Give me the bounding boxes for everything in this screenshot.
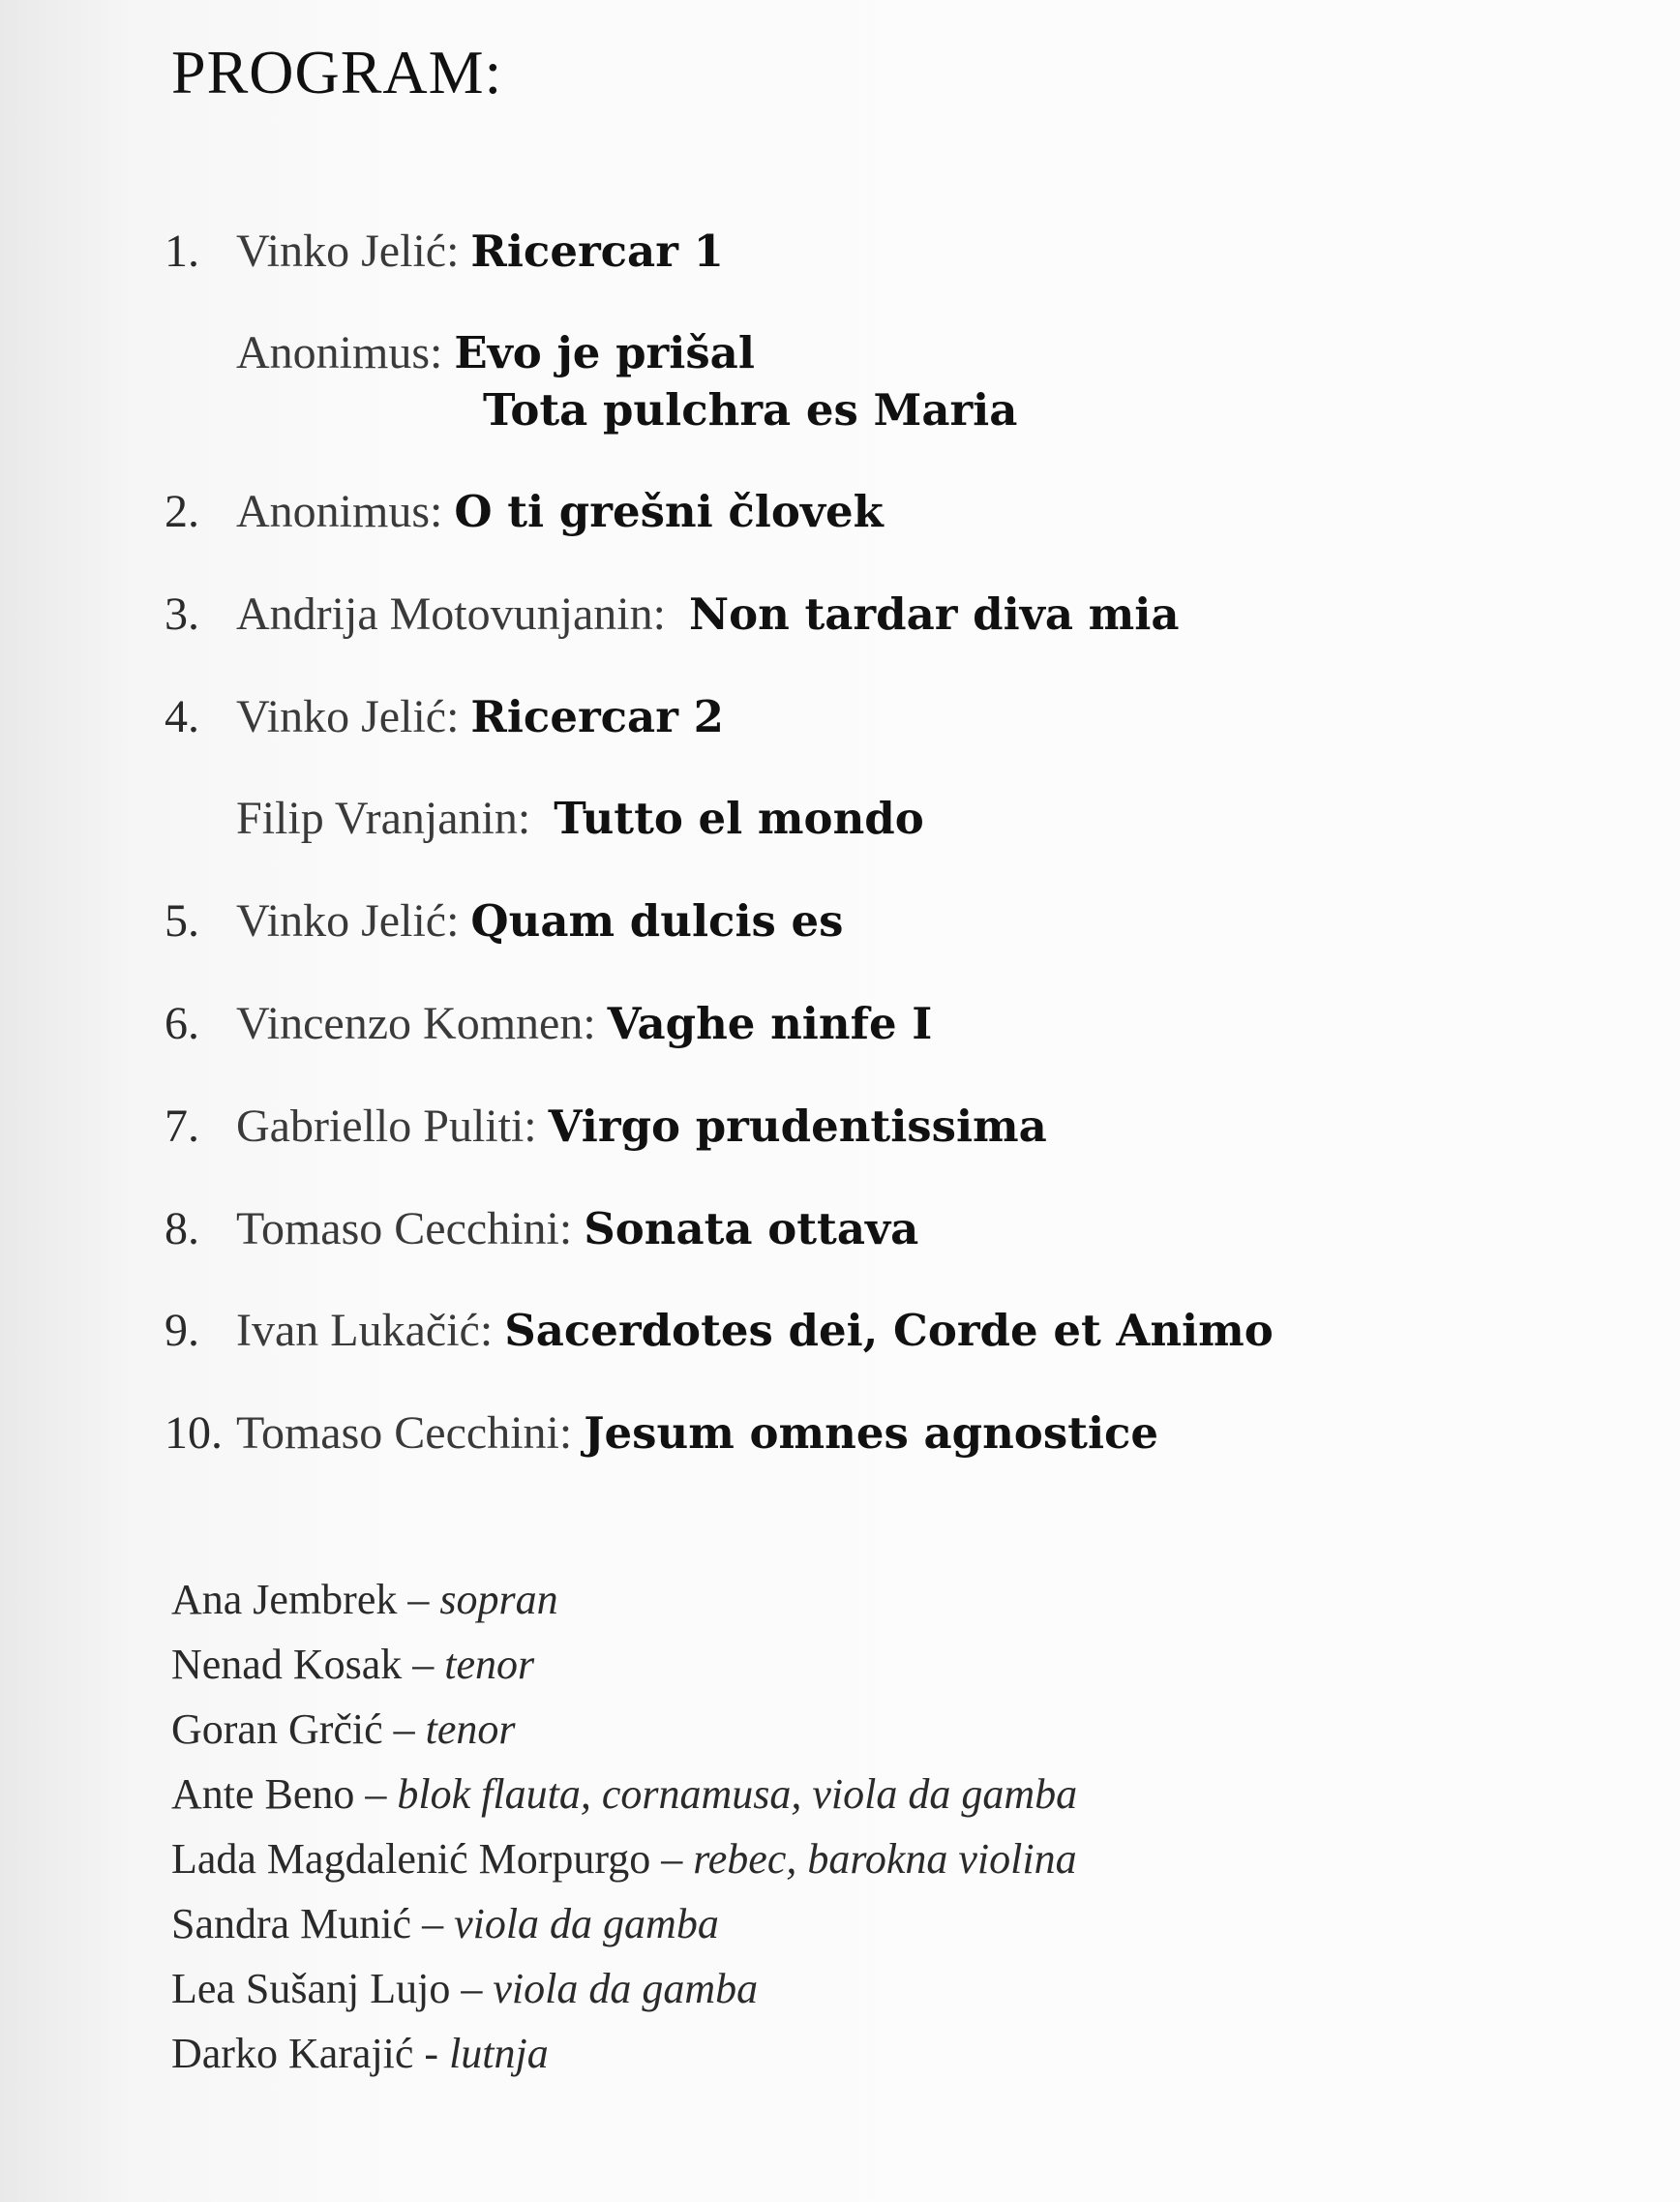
composer-name: Ivan Lukačić:: [236, 1305, 494, 1356]
work-title-continued: Tota pulchra es Maria: [483, 384, 1018, 436]
program-item-number: 9.: [165, 1305, 199, 1356]
program-item-number: 8.: [165, 1203, 199, 1254]
program-item-entry: [236, 894, 844, 948]
work-title: O ti grešni človek: [454, 486, 884, 537]
performer-separator: –: [365, 1770, 387, 1818]
program-item-number: 2.: [165, 486, 199, 537]
performer-role: viola da gamba: [493, 1965, 759, 2012]
performer-name: Ante Beno: [171, 1770, 355, 1818]
program-item-number: 1.: [165, 226, 199, 277]
program-item-number: 4.: [165, 691, 199, 742]
performer-separator: –: [393, 1705, 415, 1753]
composer-name: Tomaso Cecchini:: [236, 1407, 573, 1459]
performer-role: tenor: [444, 1641, 535, 1688]
performer-separator: –: [661, 1835, 683, 1883]
work-title: Evo je prišal: [454, 327, 755, 378]
program-item-entry: [236, 225, 724, 278]
composer-name: Filip Vranjanin:: [236, 793, 531, 844]
work-title: Ricercar 2: [470, 691, 724, 742]
program-item-number: 3.: [165, 588, 199, 640]
program-item-entry: [236, 1202, 918, 1255]
composer-name: Tomaso Cecchini:: [236, 1203, 573, 1254]
program-item-entry: [236, 485, 884, 538]
performer-line: [171, 1834, 1077, 1884]
page-title: PROGRAM:: [171, 38, 503, 106]
work-title: Virgo prudentissima: [548, 1101, 1047, 1152]
program-item-number: 5.: [165, 895, 199, 947]
performer-line: [171, 2029, 549, 2078]
work-title: Sonata ottava: [584, 1203, 919, 1254]
work-title: Jesum omnes agnostice: [584, 1407, 1159, 1459]
composer-name: Gabriello Puliti:: [236, 1101, 537, 1152]
performer-role: lutnja: [449, 2030, 549, 2077]
performer-separator: -: [424, 2030, 439, 2077]
performer-role: viola da gamba: [454, 1900, 719, 1947]
program-item-entry: [236, 326, 755, 379]
performer-role: blok flauta, cornamusa, viola da gamba: [397, 1770, 1078, 1818]
performer-separator: –: [461, 1965, 483, 2012]
performer-name: Nenad Kosak: [171, 1641, 403, 1688]
work-title: Tutto el mondo: [554, 793, 924, 844]
program-item-number: 10.: [165, 1407, 223, 1459]
performer-separator: –: [422, 1900, 444, 1947]
program-item-entry: [236, 792, 924, 845]
performer-name: Lada Magdalenić Morpurgo: [171, 1835, 651, 1883]
performer-role: tenor: [425, 1705, 516, 1753]
program-item-entry: [236, 1304, 1274, 1357]
composer-name: Anonimus:: [236, 486, 443, 537]
composer-name: Vincenzo Komnen:: [236, 998, 596, 1049]
program-item-entry: [236, 690, 724, 743]
composer-name: Andrija Motovunjanin:: [236, 588, 666, 640]
performer-role: sopran: [439, 1576, 558, 1623]
composer-name: Vinko Jelić:: [236, 895, 460, 947]
performer-name: Darko Karajić: [171, 2030, 414, 2077]
composer-name: Vinko Jelić:: [236, 691, 460, 742]
work-title: Non tardar diva mia: [688, 588, 1180, 640]
performer-name: Ana Jembrek: [171, 1576, 398, 1623]
performer-line: [171, 1769, 1077, 1819]
program-item-entry: [236, 997, 932, 1050]
work-title: Ricercar 1: [470, 226, 724, 277]
performer-separator: –: [412, 1641, 435, 1688]
program-item-entry: [236, 588, 1180, 641]
program-item-entry: [236, 1100, 1047, 1153]
composer-name: Vinko Jelić:: [236, 226, 460, 277]
performer-name: Sandra Munić: [171, 1900, 412, 1947]
performer-role: rebec, barokna violina: [693, 1835, 1077, 1883]
performer-separator: –: [407, 1576, 430, 1623]
program-item-number: 6.: [165, 998, 199, 1049]
work-title: Sacerdotes dei, Corde et Animo: [504, 1305, 1274, 1356]
program-item-number: 7.: [165, 1101, 199, 1152]
work-title: Quam dulcis es: [470, 895, 844, 947]
performer-name: Goran Grčić: [171, 1705, 383, 1753]
performer-line: [171, 1704, 516, 1754]
performer-line: [171, 1964, 758, 2013]
performer-name: Lea Sušanj Lujo: [171, 1965, 451, 2012]
composer-name: Anonimus:: [236, 327, 443, 378]
performer-line: [171, 1640, 534, 1689]
program-item-entry: [236, 1406, 1158, 1460]
performer-line: [171, 1575, 558, 1624]
work-title: Vaghe ninfe I: [607, 998, 933, 1049]
performer-line: [171, 1899, 719, 1948]
